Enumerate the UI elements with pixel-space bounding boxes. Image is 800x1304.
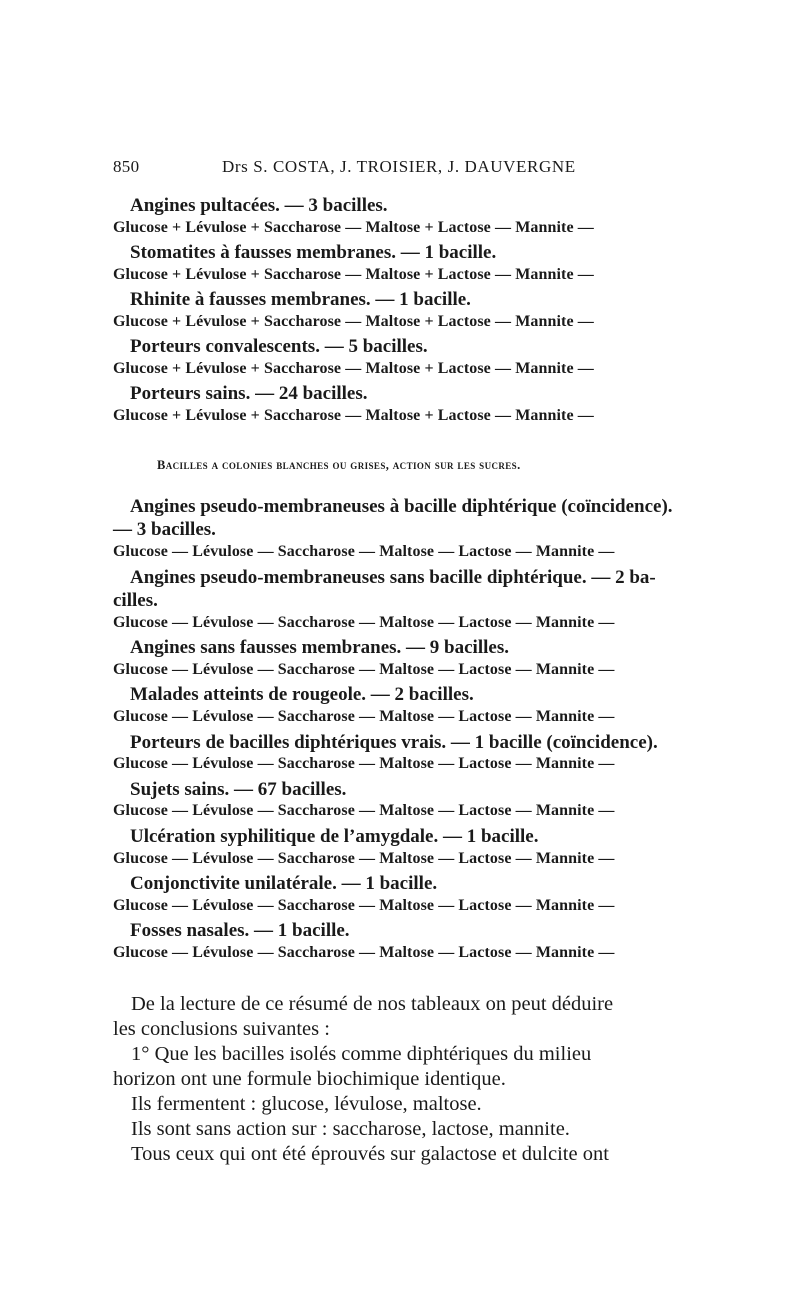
conclusion-line: 1° Que les bacilles isolés comme diphtériques du milieu — [131, 1043, 592, 1065]
conclusion-line: Ils fermentent : glucose, lévulose, maltose. — [131, 1093, 482, 1115]
category-line: Sujets sains. — 67 bacilles. — [130, 779, 347, 800]
category-continuation: — 3 bacilles. — [113, 519, 216, 540]
conclusion-line: horizon ont une formule biochimique identique. — [113, 1068, 506, 1090]
header-authors: Drs S. COSTA, J. TROISIER, J. DAUVERGNE — [222, 157, 576, 176]
sugar-formula-line: Glucose + Lévulose + Saccharose — Maltose + Lactose — Mannite — — [113, 266, 594, 283]
category-line: Rhinite à fausses membranes. — 1 bacille. — [130, 289, 471, 310]
sugar-formula-line: Glucose — Lévulose — Saccharose — Maltose — Lactose — Mannite — — [113, 661, 615, 678]
category-line: Porteurs de bacilles diphtériques vrais. — 1 bacille (coïncidence). — [130, 732, 658, 753]
category-continuation: cilles. — [113, 590, 158, 611]
conclusion-line: De la lecture de ce résumé de nos tableaux on peut déduire — [131, 993, 614, 1015]
category-line: Porteurs convalescents. — 5 bacilles. — [130, 336, 428, 357]
category-line: Conjonctivite unilatérale. — 1 bacille. — [130, 873, 438, 894]
category-line: Stomatites à fausses membranes. — 1 bacille. — [130, 242, 497, 263]
category-line: Angines sans fausses membranes. — 9 bacilles. — [130, 637, 509, 658]
section-title: Bacilles a colonies blanches ou grises, action sur les sucres. — [157, 458, 521, 472]
sugar-formula-line: Glucose + Lévulose + Saccharose — Maltose + Lactose — Mannite — — [113, 407, 594, 424]
sugar-formula-line: Glucose — Lévulose — Saccharose — Maltose — Lactose — Mannite — — [113, 755, 615, 772]
category-line: Ulcération syphilitique de l’amygdale. — 1 bacille. — [130, 826, 539, 847]
sugar-formula-line: Glucose — Lévulose — Saccharose — Maltose — Lactose — Mannite — — [113, 543, 615, 560]
category-line: Angines pultacées. — 3 bacilles. — [130, 195, 388, 216]
sugar-formula-line: Glucose — Lévulose — Saccharose — Maltose — Lactose — Mannite — — [113, 897, 615, 914]
sugar-formula-line: Glucose + Lévulose + Saccharose — Maltose + Lactose — Mannite — — [113, 313, 594, 330]
category-line: Malades atteints de rougeole. — 2 bacilles. — [130, 684, 474, 705]
category-line: Angines pseudo-membraneuses sans bacille diphtérique. — 2 ba- — [130, 567, 656, 588]
sugar-formula-line: Glucose — Lévulose — Saccharose — Maltose — Lactose — Mannite — — [113, 614, 615, 631]
conclusion-line: Ils sont sans action sur : saccharose, lactose, mannite. — [131, 1118, 570, 1140]
category-line: Fosses nasales. — 1 bacille. — [130, 920, 350, 941]
conclusion-line: Tous ceux qui ont été éprouvés sur galactose et dulcite ont — [131, 1143, 609, 1165]
sugar-formula-line: Glucose + Lévulose + Saccharose — Maltose + Lactose — Mannite — — [113, 219, 594, 236]
category-line: Porteurs sains. — 24 bacilles. — [130, 383, 368, 404]
sugar-formula-line: Glucose + Lévulose + Saccharose — Maltose + Lactose — Mannite — — [113, 360, 594, 377]
sugar-formula-line: Glucose — Lévulose — Saccharose — Maltose — Lactose — Mannite — — [113, 708, 615, 725]
sugar-formula-line: Glucose — Lévulose — Saccharose — Maltose — Lactose — Mannite — — [113, 944, 615, 961]
conclusion-line: les conclusions suivantes : — [113, 1018, 330, 1040]
sugar-formula-line: Glucose — Lévulose — Saccharose — Maltose — Lactose — Mannite — — [113, 850, 615, 867]
category-line: Angines pseudo-membraneuses à bacille diphtérique (coïncidence). — [130, 496, 673, 517]
page-number: 850 — [113, 157, 140, 176]
sugar-formula-line: Glucose — Lévulose — Saccharose — Maltose — Lactose — Mannite — — [113, 802, 615, 819]
